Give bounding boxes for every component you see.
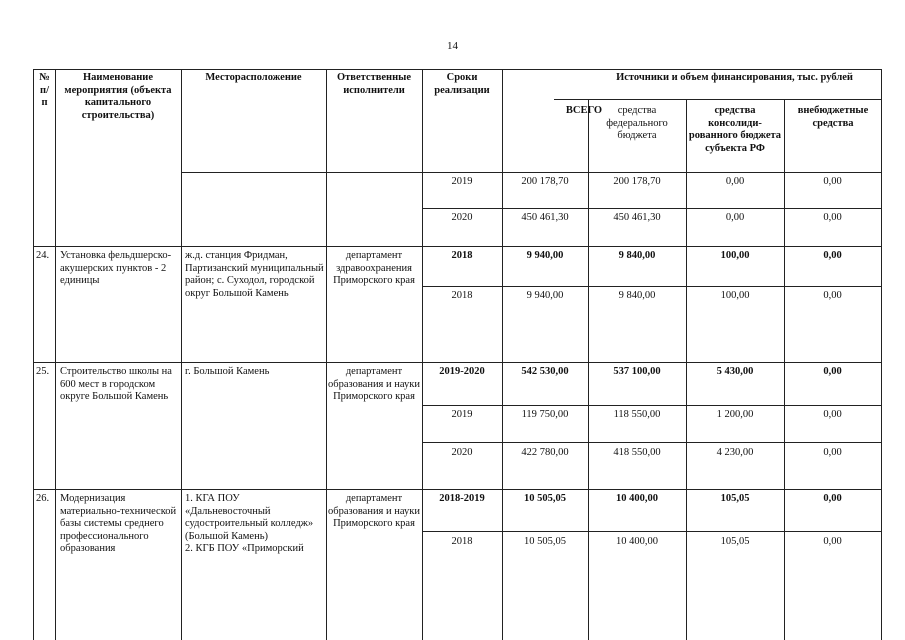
header-total: ВСЕГО — [565, 105, 603, 116]
row-line — [422, 208, 881, 209]
col-line — [881, 69, 882, 640]
item-num: 24. — [36, 250, 50, 261]
page-number: 14 — [447, 40, 458, 52]
summary-regional: 100,00 — [720, 250, 750, 261]
row-regional: 4 230,00 — [716, 447, 754, 458]
col-line — [55, 69, 56, 640]
summary-federal: 9 840,00 — [618, 250, 656, 261]
row-federal: 10 400,00 — [616, 536, 658, 547]
header-sources: Источники и объем финансирования, тыс. рублей — [616, 72, 853, 83]
summary-period: 2019-2020 — [439, 366, 485, 377]
col-line — [33, 69, 34, 640]
header-bottom — [181, 172, 881, 173]
cont-total: 200 178,70 — [521, 176, 569, 187]
row-line — [422, 405, 881, 406]
cont-offbudget: 0,00 — [823, 176, 842, 187]
header-regional: средства консолиди-рованного бюджета субъекта РФ — [688, 105, 782, 154]
row-total: 119 750,00 — [521, 409, 569, 420]
header-name: Наименование мероприятия (объекта капитального строительства) — [64, 72, 172, 121]
row-line — [33, 489, 881, 490]
summary-regional: 5 430,00 — [716, 366, 754, 377]
col-line — [502, 69, 503, 640]
row-federal: 418 550,00 — [613, 447, 661, 458]
row-total: 9 940,00 — [526, 290, 564, 301]
summary-offbudget: 0,00 — [823, 493, 842, 504]
row-offbudget: 0,00 — [823, 290, 842, 301]
summary-regional: 105,05 — [720, 493, 750, 504]
header-responsible: Ответственные исполнители — [336, 72, 412, 96]
item-location: ж.д. станция Фридман, Партизанский муниципальный район; с. Суходол, городской округ Большой Камень — [185, 250, 324, 299]
col-line — [181, 69, 182, 640]
item-num: 26. — [36, 493, 50, 504]
row-line — [422, 442, 881, 443]
cont-total: 450 461,30 — [521, 212, 569, 223]
summary-period: 2018-2019 — [439, 493, 485, 504]
header-subline — [554, 99, 881, 100]
row-offbudget: 0,00 — [823, 409, 842, 420]
row-total: 10 505,05 — [524, 536, 566, 547]
row-regional: 105,05 — [720, 536, 750, 547]
summary-federal: 10 400,00 — [616, 493, 658, 504]
summary-total: 10 505,05 — [524, 493, 566, 504]
cont-period: 2020 — [451, 212, 473, 223]
item-name: Установка фельдшерско-акушерских пунктов - 2 единицы — [60, 250, 172, 286]
item-name: Строительство школы на 600 мест в городском округе Большой Камень — [60, 366, 172, 402]
row-line — [33, 246, 881, 247]
row-line — [33, 362, 881, 363]
header-period: Сроки реализации — [434, 72, 490, 96]
item-responsible: департамент образования и науки Приморского края — [328, 493, 420, 529]
summary-total: 9 940,00 — [526, 250, 564, 261]
row-offbudget: 0,00 — [823, 447, 842, 458]
row-offbudget: 0,00 — [823, 536, 842, 547]
row-line — [422, 531, 881, 532]
item-responsible: департамент здравоохранения Приморского края — [333, 250, 415, 286]
row-period: 2019 — [451, 409, 473, 420]
summary-offbudget: 0,00 — [823, 366, 842, 377]
table-border-top — [33, 69, 881, 70]
item-num: 25. — [36, 366, 50, 377]
header-federal: средства федерального бюджета — [606, 105, 668, 141]
summary-federal: 537 100,00 — [613, 366, 661, 377]
header-offbudget: внебюджетные средства — [797, 105, 869, 129]
item-responsible: департамент образования и науки Приморского края — [328, 366, 420, 402]
header-num: № п/ п — [39, 72, 50, 108]
col-line — [326, 69, 327, 640]
cont-period: 2019 — [451, 176, 473, 187]
cont-regional: 0,00 — [725, 212, 745, 223]
cont-federal: 450 461,30 — [613, 212, 661, 223]
financing-table — [33, 69, 881, 640]
row-total: 422 780,00 — [521, 447, 569, 458]
row-regional: 1 200,00 — [716, 409, 754, 420]
summary-period: 2018 — [451, 250, 473, 261]
summary-offbudget: 0,00 — [823, 250, 842, 261]
row-line — [422, 286, 881, 287]
row-period: 2020 — [451, 447, 473, 458]
row-period: 2018 — [451, 536, 473, 547]
cont-regional: 0,00 — [725, 176, 745, 187]
cont-federal: 200 178,70 — [613, 176, 661, 187]
cont-offbudget: 0,00 — [823, 212, 842, 223]
summary-total: 542 530,00 — [521, 366, 569, 377]
item-location: г. Большой Камень — [185, 366, 270, 377]
header-location: Месторасположение — [205, 72, 302, 83]
row-federal: 118 550,00 — [613, 409, 661, 420]
row-period: 2018 — [451, 290, 473, 301]
row-federal: 9 840,00 — [618, 290, 656, 301]
item-name: Модернизация материально-технической базы системы среднего профессионального образования — [60, 493, 177, 554]
row-regional: 100,00 — [720, 290, 750, 301]
col-line — [422, 69, 423, 640]
item-location: 1. КГА ПОУ «Дальневосточный судостроительный колледж» (Большой Камень) 2. КГБ ПОУ «Приморский — [185, 493, 314, 554]
